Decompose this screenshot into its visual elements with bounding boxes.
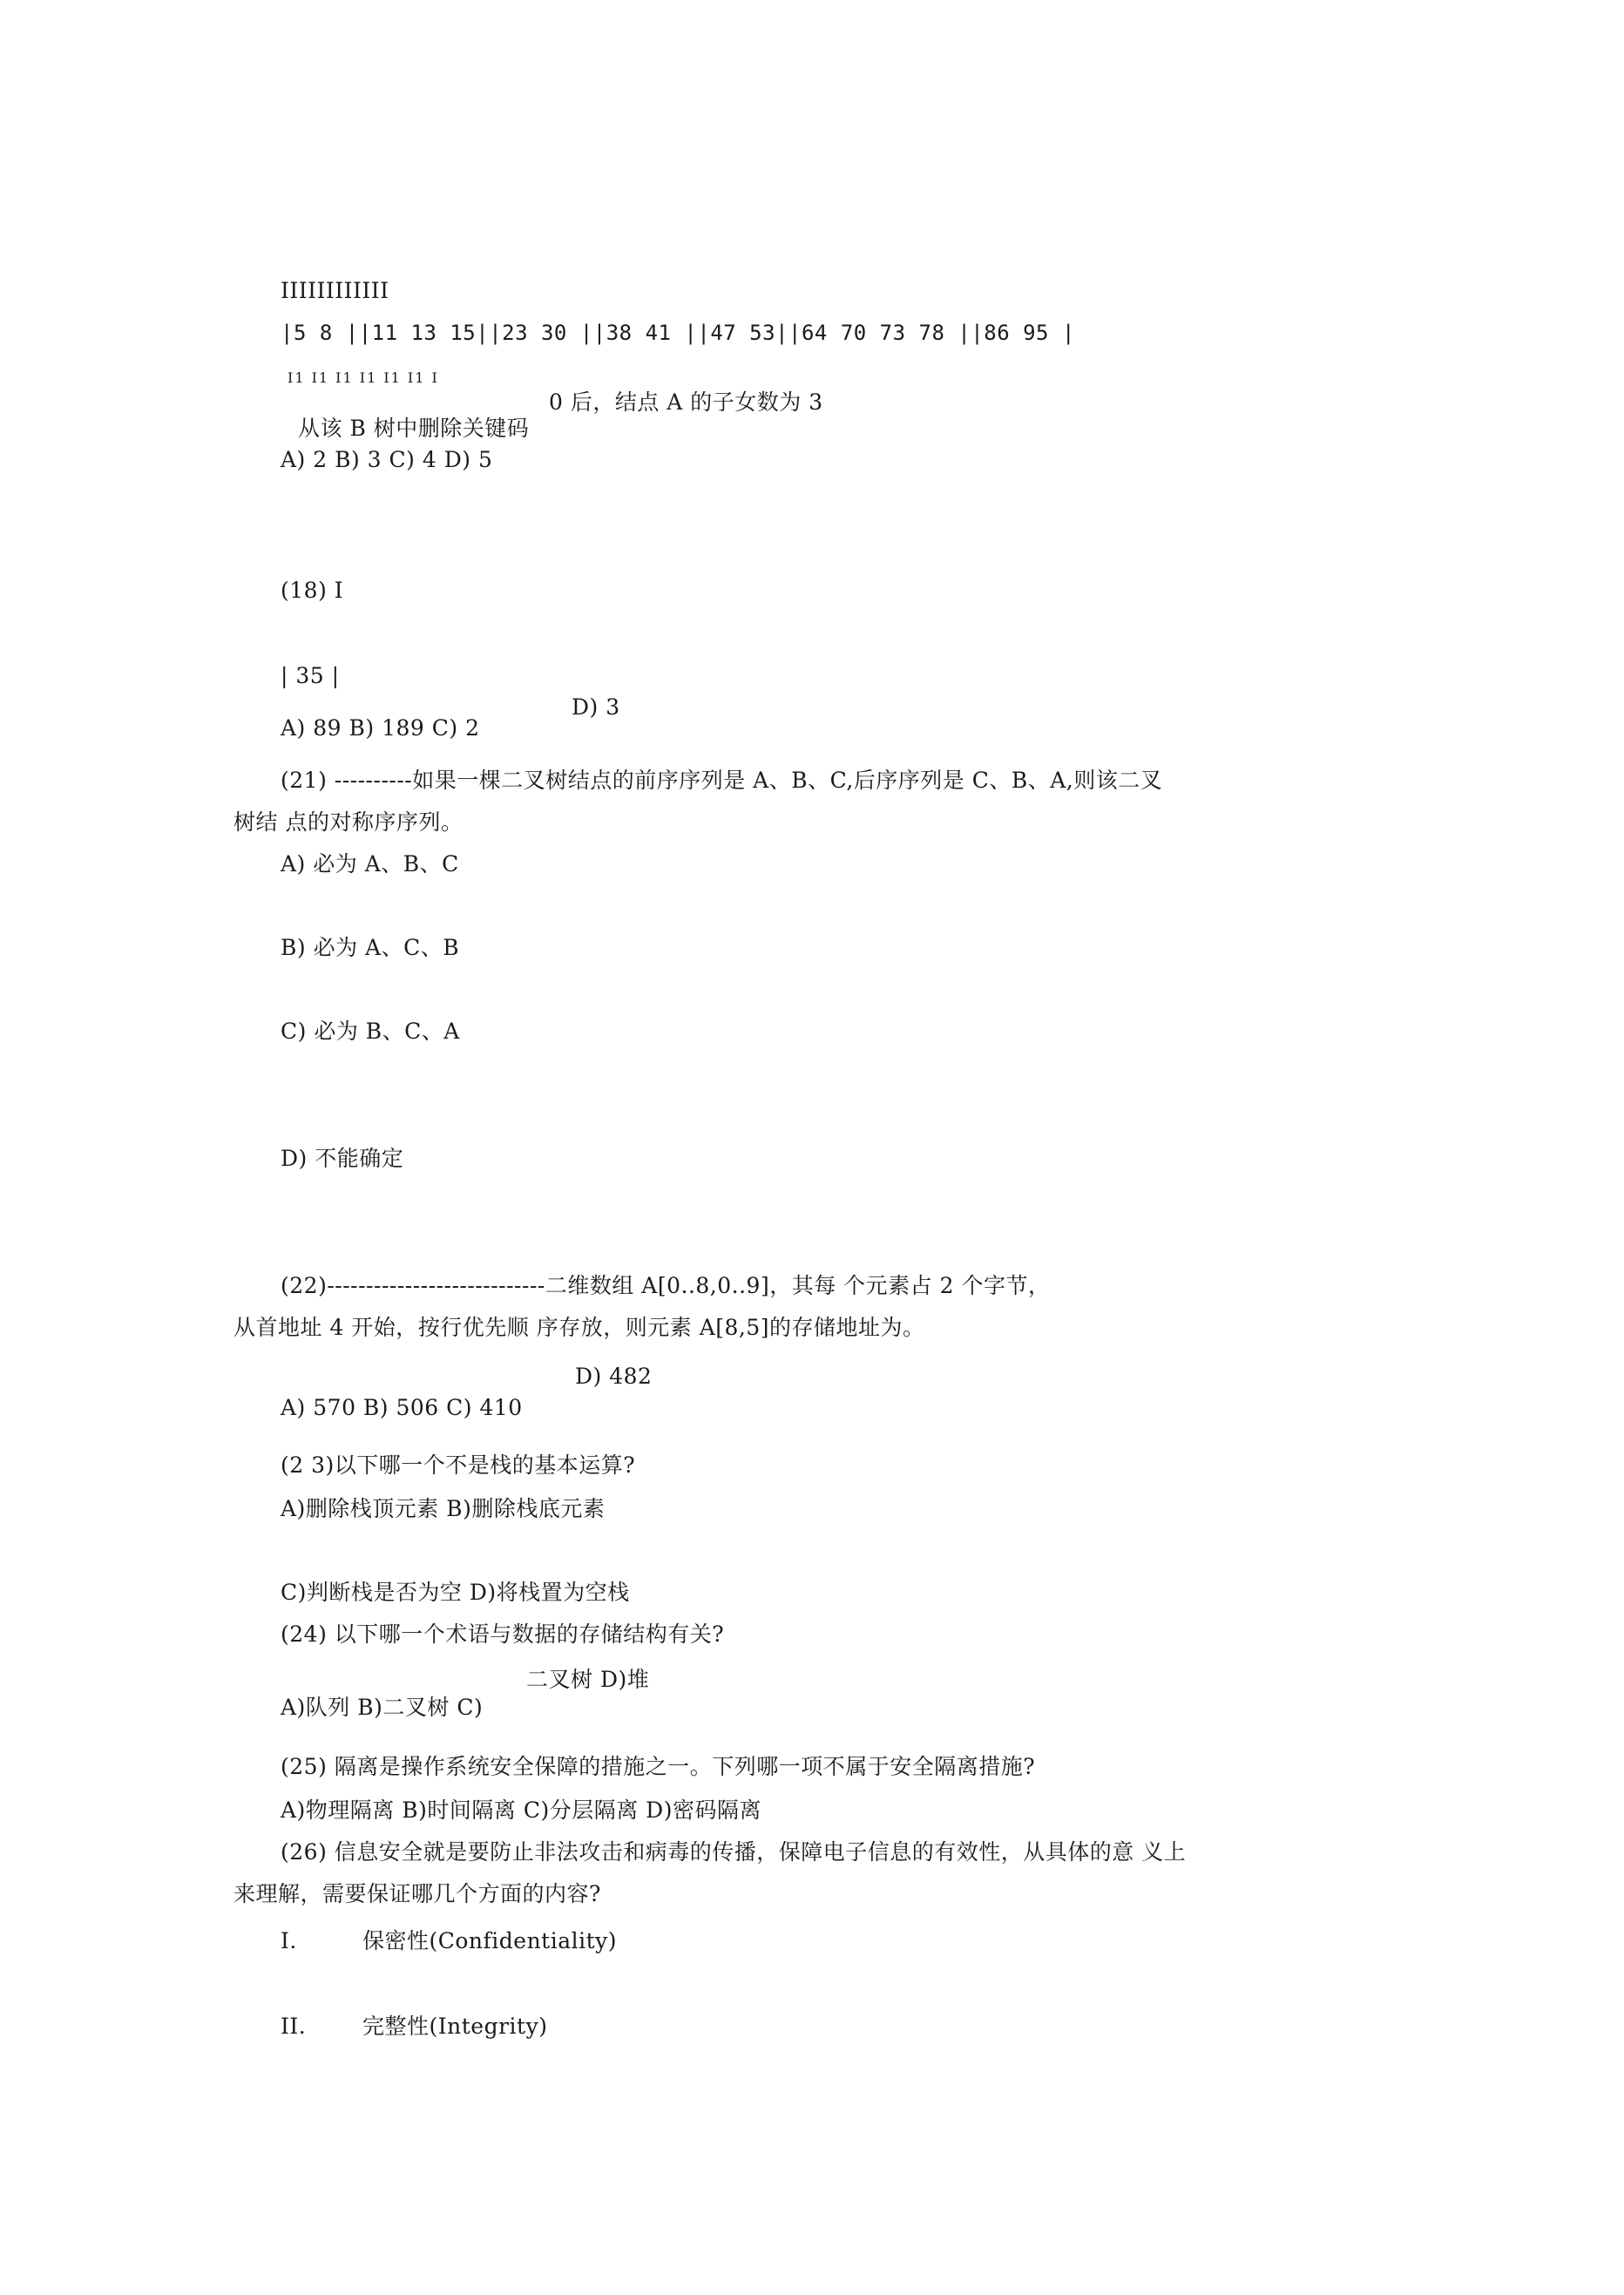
answer-option-c: C) 必为 B、C、A: [281, 1019, 460, 1044]
answer-options: A) 2 B) 3 C) 4 D) 5: [281, 447, 493, 472]
question-23: (2 3)以下哪一个不是栈的基本运算?: [281, 1452, 636, 1478]
answer-options: A)删除栈顶元素 B)删除栈底元素: [281, 1496, 606, 1521]
answer-options: A) 570 B) 506 C) 410: [281, 1395, 523, 1420]
btree-root-bars: IIIIIIIIIIII: [281, 278, 389, 303]
answer-option-d: D) 不能确定: [281, 1146, 404, 1171]
btree-leaf-keys: |5 8 ||11 13 15||23 30 ||38 41 ||47 53||64 70 73 78 ||86 95 |: [281, 321, 1075, 345]
list-item: 保密性(Confidentiality): [362, 1928, 618, 1953]
question-22-cont: 从首地址 4 开始，按行优先顺 序存放，则元素 A[8,5]的存储地址为。: [233, 1315, 925, 1340]
question-text: 0 后，结点 A 的子女数为 3: [549, 389, 823, 415]
question-25: (25) 隔离是操作系统安全保障的措施之一。下列哪一项不属于安全隔离措施?: [281, 1754, 1036, 1779]
list-marker: II.: [281, 2014, 307, 2039]
list-item: 完整性(Integrity): [362, 2014, 548, 2039]
question-22: (22)----------------------------二维数组 A[0..8,0..9]，其每 个元素占 2 个字节，: [281, 1273, 1051, 1298]
answer-option-a: A) 必为 A、B、C: [281, 851, 459, 877]
question-26-cont: 来理解，需要保证哪几个方面的内容?: [233, 1881, 601, 1906]
question-24: (24) 以下哪一个术语与数据的存储结构有关?: [281, 1621, 725, 1647]
answer-options: A) 89 B) 189 C) 2: [281, 715, 480, 741]
answer-option-d: D) 3: [572, 694, 620, 720]
answer-option-d: D) 482: [575, 1364, 653, 1389]
list-marker: I.: [281, 1928, 297, 1953]
answer-options: A)物理隔离 B)时间隔离 C)分层隔离 D)密码隔离: [281, 1797, 761, 1823]
question-21: (21) ----------如果一棵二叉树结点的前序序列是 A、B、C,后序序列是 C、B、A,则该二叉: [281, 768, 1163, 793]
answer-options: C)判断栈是否为空 D)将栈置为空栈: [281, 1580, 630, 1605]
question-26: (26) 信息安全就是要防止非法攻击和病毒的传播，保障电子信息的有效性，从具体的意 义上: [281, 1839, 1187, 1865]
answer-options: 二叉树 D)堆: [526, 1667, 650, 1692]
question-number: (18) I: [281, 578, 344, 603]
answer-option-b: B) 必为 A、C、B: [281, 935, 460, 960]
answer-options: A)队列 B)二叉树 C): [281, 1695, 484, 1720]
question-21-cont: 树结 点的对称序序列。: [233, 809, 464, 835]
question-text: 从该 B 树中删除关键码: [298, 416, 530, 441]
tree-node: | 35 |: [281, 663, 340, 688]
btree-leaf-markers: I1 I1 I1 I1 I1 I1 I: [288, 369, 439, 386]
